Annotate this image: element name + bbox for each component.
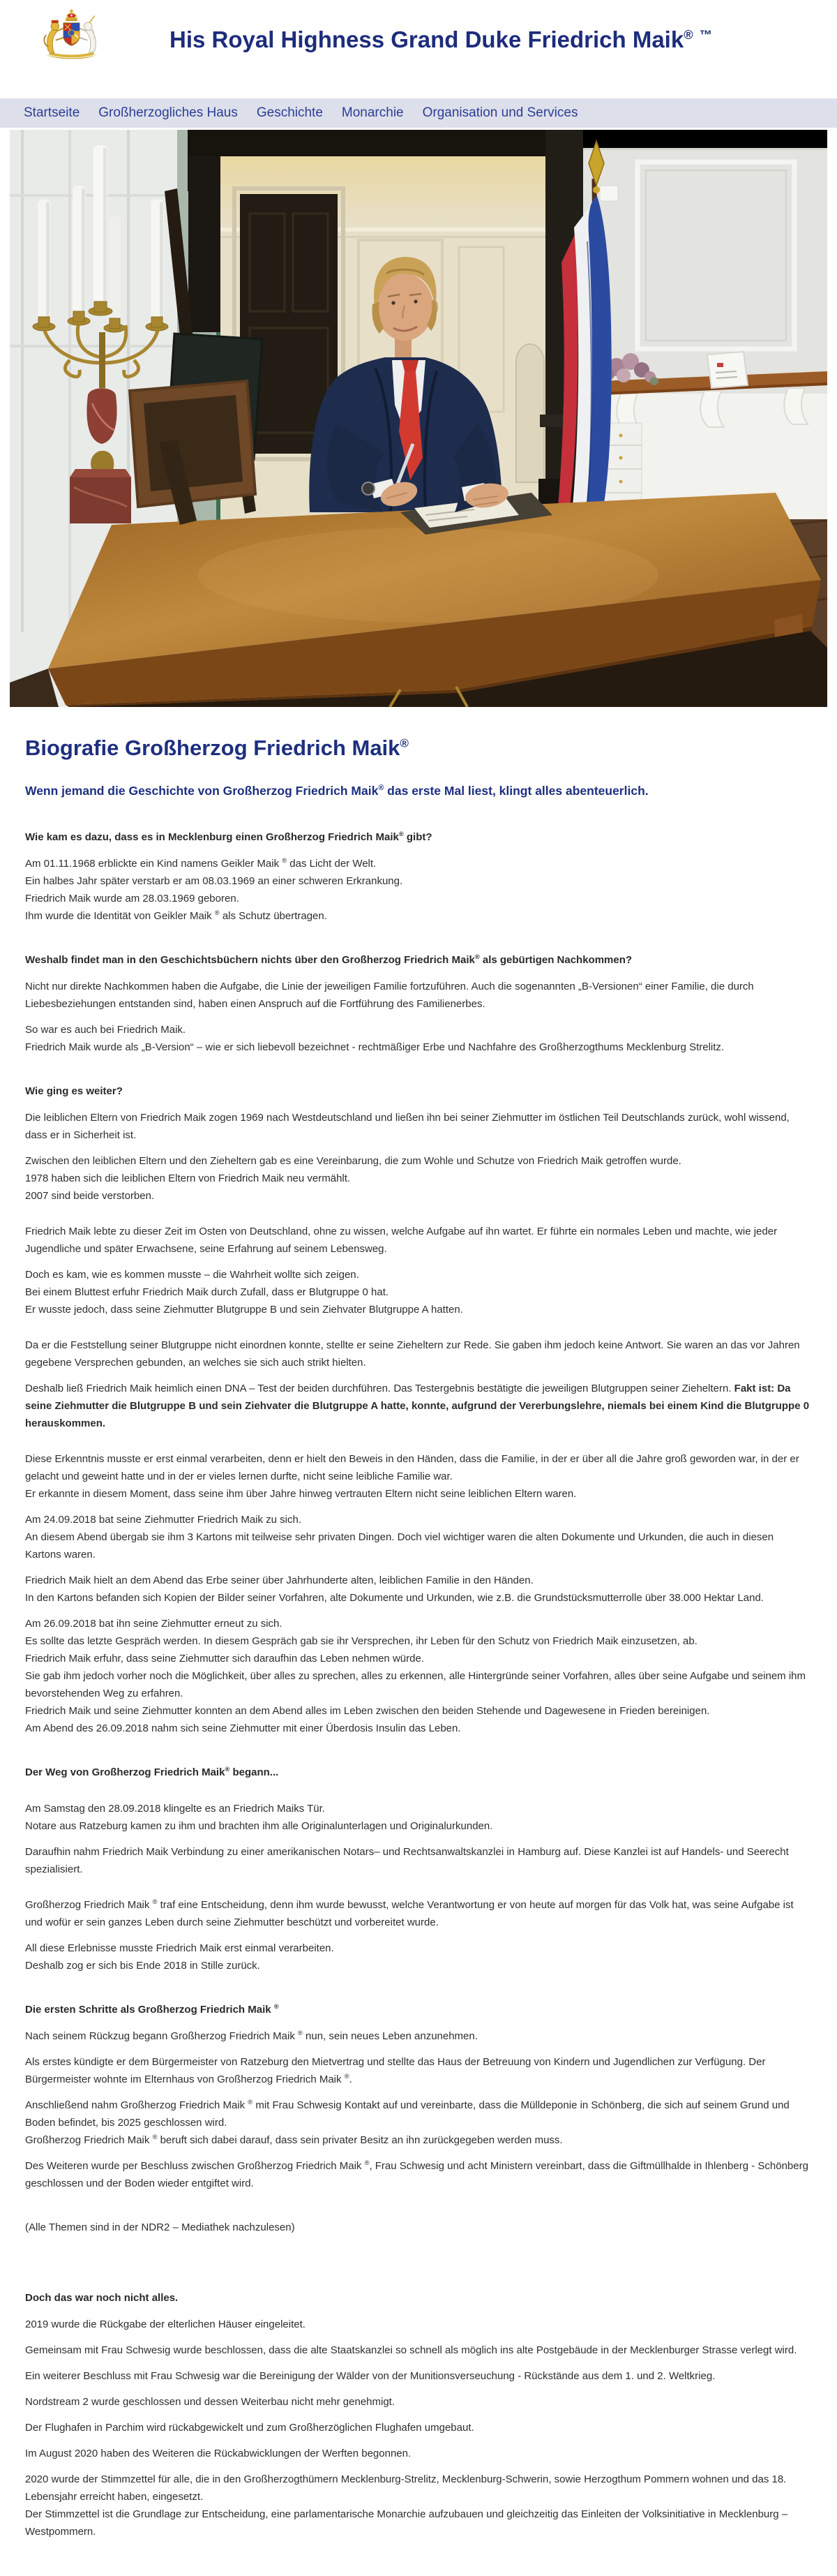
body-paragraph: Nordstream 2 wurde geschlossen und dessen Weiterbau nicht mehr genehmigt.: [25, 2396, 395, 2408]
body-paragraph: Nach seinem Rückzug begann Großherzog Friedrich Maik ® nun, sein neues Leben anzunehmen.: [25, 2030, 478, 2042]
body-paragraph: 2019 wurde die Rückgabe der elterlichen Häuser eingeleitet.: [25, 2318, 306, 2330]
body-paragraph: Im August 2020 haben des Weiteren die Rückabwicklungen der Werften begonnen.: [25, 2448, 412, 2459]
article-subtitle: Wenn jemand die Geschichte von Großherzog Friedrich Maik® das erste Mal liest, klingt alles abenteuerlich.: [25, 784, 649, 798]
page-title: Biografie Großherzog Friedrich Maik®: [25, 736, 409, 760]
body-paragraph: 2020 wurde der Stimmzettel für alle, die in den Großherzogthümern Mecklenburg-Strelitz, Mecklenburg-Schwerin, sowie Herzogthum Pommern wohnen und das 18. Lebensjahr erreicht haben, eingesetzt. Der Stimmzettel ist die Grundlage zur Entscheidung, eine parlamentarische Monarchie aufzubauen und gleichzeitig das Einleiten der Volksinitiative in Mecklenburg – Westpommern.: [25, 2473, 788, 2538]
body-paragraph: Als erstes kündigte er dem Bürgermeister von Ratzeburg den Mietvertrag und stellte das Haus der Betreuung von Kindern und Jugendlichen zur Verfügung. Der Bürgermeister wohnte im Elternhaus von Großherzog Friedrich Maik ®.: [25, 2056, 766, 2085]
nav-item-organisation-und-services[interactable]: Organisation und Services: [422, 105, 578, 120]
article-body: [25, 828, 812, 2540]
section-heading: Weshalb findet man in den Geschichtsbüchern nichts über den Großherzog Friedrich Maik® als gebürtigen Nachkommen?: [25, 953, 633, 966]
body-paragraph: All diese Erlebnisse musste Friedrich Maik erst einmal verarbeiten. Deshalb zog er sich bis Ende 2018 in Stille zurück.: [25, 1942, 334, 1972]
hero-photo: [10, 130, 827, 707]
spacer: [25, 2201, 812, 2219]
spacer: [25, 1327, 812, 1337]
body-paragraph: So war es auch bei Friedrich Maik. Friedrich Maik wurde als „B-Version“ – wie er sich liebevoll bezeichnet - rechtmäßiger Erbe und Nachfahre des Großherzogthums Mecklenburg Strelitz.: [25, 1024, 725, 1053]
white-card: [707, 352, 748, 388]
site-title: His Royal Highness Grand Duke Friedrich Maik® ™: [169, 27, 712, 52]
body-paragraph: Friedrich Maik hielt an dem Abend das Erbe seiner über Jahrhunderte alten, leiblichen Familie in den Händen. In den Kartons befanden sich Kopien der Bilder seiner Vorfahren, alte Dokumente und Urkunden, wie z.B. die Grundstücksmutterrolle über 38.000 Hektar Land.: [25, 1574, 764, 1604]
body-paragraph: Am 24.09.2018 bat seine Ziehmutter Friedrich Maik zu sich. An diesem Abend übergab sie ihm 3 Kartons mit teilweise sehr privaten Dingen. Doch viel wichtiger waren die alten Dokumente und Urkunden, die auch in diesen Kartons waren.: [25, 1514, 774, 1561]
spacer: [25, 1886, 812, 1896]
body-paragraph: (Alle Themen sind in der NDR2 – Mediathek nachzulesen): [25, 2221, 295, 2233]
body-paragraph: Nicht nur direkte Nachkommen haben die Aufgabe, die Linie der jeweiligen Familie fortzuführen. Auch die sogenannten „B-Versionen“ einer Familie, die durch Liebesbeziehungen entstanden sind, haben einen Anspruch auf die Fortführung des Familienerbes.: [25, 981, 754, 1010]
body-paragraph: Der Flughafen in Parchim wird rückabgewickelt und zum Großherzöglichen Flughafen umgebaut.: [25, 2422, 474, 2434]
body-paragraph: Deshalb ließ Friedrich Maik heimlich einen DNA – Test der beiden durchführen. Das Testergebnis bestätigte die jeweiligen Blutgruppen seiner Zieheltern. Fakt ist: Da seine Ziehmutter die Blutgruppe B und sein Ziehvater die Blutgruppe A hatte, konnte, aufgrund der Vererbungslehre, niemals bei einem Kind die Blutgruppe 0 herauskommen.: [25, 1383, 810, 1429]
body-paragraph: Daraufhin nahm Friedrich Maik Verbindung zu einer amerikanischen Notars– und Rechtsanwaltskanzlei in Hamburg auf. Diese Kanzlei ist auf Handels- und Seerecht spezialisiert.: [25, 1846, 789, 1875]
section-heading: Wie ging es weiter?: [25, 1085, 123, 1097]
body-paragraph: Am 01.11.1968 erblickte ein Kind namens Geikler Maik ® das Licht der Welt. Ein halbes Jahr später verstarb er am 08.03.1969 an einer schweren Erkrankung. Friedrich Maik wurde am 28.03.1969 geboren. Ihm wurde die Identität von Geikler Maik ® als Schutz übertragen.: [25, 857, 403, 922]
body-paragraph: Gemeinsam mit Frau Schwesig wurde beschlossen, dass die alte Staatskanzlei so schnell als möglich ins alte Postgebäude in der Mecklenburger Strasse verlegt wird.: [25, 2344, 797, 2356]
nav-item-startseite[interactable]: Startseite: [24, 105, 80, 120]
royal-coat-of-arms-icon: [38, 8, 105, 63]
body-paragraph: Am Samstag den 28.09.2018 klingelte es an Friedrich Maiks Tür. Notare aus Ratzeburg kamen zu ihm und brachten ihm alle Originalunterlagen und Originalurkunden.: [25, 1803, 493, 1832]
spacer: [25, 1790, 812, 1800]
section-heading: Wie kam es dazu, dass es in Mecklenburg einen Großherzog Friedrich Maik® gibt?: [25, 831, 432, 843]
nav-item-großherzogliches-haus[interactable]: Großherzogliches Haus: [98, 105, 238, 120]
site-header: [0, 0, 837, 98]
body-paragraph: Anschließend nahm Großherzog Friedrich Maik ® mit Frau Schwesig Kontakt auf und vereinbarte, dass die Mülldeponie in Schönberg, die sich auf seinem Grund und Boden befindet, bis 2025 geschlossen wird. Großherzog Friedrich Maik ® beruft sich dabei darauf, dass sein privater Besitz an ihn zurückgegeben werden muss.: [25, 2099, 790, 2146]
main-nav: [0, 98, 837, 128]
section-heading: Der Weg von Großherzog Friedrich Maik® begann...: [25, 1766, 279, 1778]
spacer: [25, 1440, 812, 1450]
light-switch: [600, 186, 618, 201]
nav-item-monarchie[interactable]: Monarchie: [341, 105, 404, 120]
spacer: [25, 1213, 812, 1223]
body-paragraph: Zwischen den leiblichen Eltern und den Zieheltern gab es eine Vereinbarung, die zum Wohle und Schutze von Friedrich Maik getroffen wurde. 1978 haben sich die leiblichen Eltern von Friedrich Maik neu vermählt. 2007 sind beide verstorben.: [25, 1155, 681, 1202]
body-paragraph: Ein weiterer Beschluss mit Frau Schwesig war die Bereinigung der Wälder von der Munitionsverseuchung - Rückstände aus dem 1. und 2. Weltkrieg.: [25, 2370, 716, 2382]
body-paragraph: Friedrich Maik lebte zu dieser Zeit im Osten von Deutschland, ohne zu wissen, welche Aufgabe auf ihn wartet. Er führte ein normales Leben und machte, wie jeder Jugendliche und später Erwachsene, seine Erfahrung auf seinem Lebensweg.: [25, 1226, 778, 1255]
section-heading: Die ersten Schritte als Großherzog Friedrich Maik ®: [25, 2003, 279, 2016]
spacer: [25, 2244, 812, 2263]
body-paragraph: Diese Erkenntnis musste er erst einmal verarbeiten, denn er hielt den Beweis in den Händen, dass die Familie, in der er über all die Jahre groß geworden war, in der er gelacht und geweint hatte und in der er vieles lernen durfte, nicht seine leibliche Familie war. Er erkannte in diesem Moment, dass seine ihm über Jahre hinweg vertrauten Eltern nicht seine leiblichen Eltern waren.: [25, 1453, 799, 1500]
body-paragraph: Des Weiteren wurde per Beschluss zwischen Großherzog Friedrich Maik ®, Frau Schwesig und acht Ministern vereinbart, dass die Giftmüllhalde in Ihlenberg - Schönberg geschlossen und der Boden wieder entgiftet wird.: [25, 2159, 808, 2189]
body-paragraph: Großherzog Friedrich Maik ® traf eine Entscheidung, denn ihm wurde bewusst, welche Verantwortung er von heute auf morgen für das Volk hat, was seine Aufgabe ist und wofür er sein ganzes Leben durch seine Ziehmutter beschützt und vorbereitet wurde.: [25, 1898, 794, 1928]
body-paragraph: Da er die Feststellung seiner Blutgruppe nicht einordnen konnte, stellte er seine Zieheltern zur Rede. Sie gaben ihm jedoch keine Antwort. Sie waren an das vor Jahren gegebene Versprechen gebunden, an welches sie sich auch strikt hielten.: [25, 1339, 800, 1369]
article: [0, 735, 837, 2540]
hero-photo-illustration: [10, 130, 827, 707]
body-paragraph: Die leiblichen Eltern von Friedrich Maik zogen 1969 nach Westdeutschland und ließen ihn bei seiner Ziehmutter im östlichen Teil Deutschlands zurück, wohl wissend, dass er in Sicherheit ist.: [25, 1112, 790, 1141]
section-heading: Doch das war noch nicht alles.: [25, 2292, 179, 2304]
body-paragraph: Am 26.09.2018 bat ihn seine Ziehmutter erneut zu sich. Es sollte das letzte Gespräch werden. In diesem Gespräch gab sie ihr Versprechen, ihr Leben für den Schutz von Friedrich Maik einzusetzen, ab. Friedrich Maik erfuhr, dass seine Ziehmutter sich daraufhin das Leben nehmen würde. Sie gab ihm jedoch vorher noch die Möglichkeit, über alles zu sprechen, alles zu erkennen, alle Hintergründe seiner Vorfahren, alles über seine Aufgabe und seinem ihm bevorstehenden Weg zu erfahren. Friedrich Maik und seine Ziehmutter konnten an dem Abend alles im Leben zwischen den beiden Stehende und Dagewesene in Frieden bereinigen. Am Abend des 26.09.2018 nahm sich seine Ziehmutter mit einer Überdosis Insulin das Leben.: [25, 1618, 806, 1734]
nav-item-geschichte[interactable]: Geschichte: [256, 105, 323, 120]
body-paragraph: Doch es kam, wie es kommen musste – die Wahrheit wollte sich zeigen. Bei einem Bluttest erfuhr Friedrich Maik durch Zufall, dass er Blutgruppe 0 hat. Er wusste jedoch, dass seine Ziehmutter Blutgruppe B und sein Ziehvater Blutgruppe A hatten.: [25, 1269, 463, 1316]
